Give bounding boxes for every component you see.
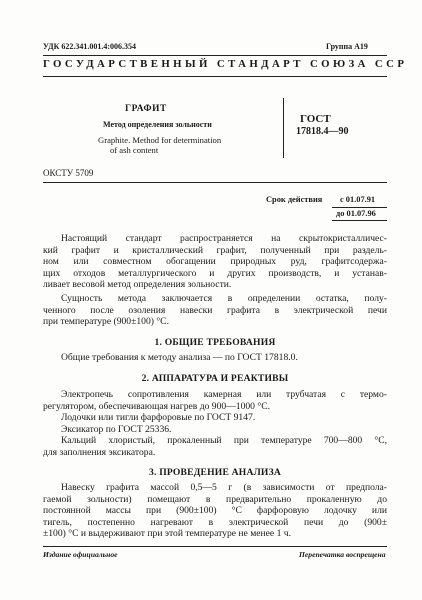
intro-paragraph-2 <box>43 293 387 328</box>
text-line: Кальций хлористый, прокаленный при температуре 700—800 °С, <box>61 435 387 447</box>
text-line: гаемой зольности) помещают в предварительно прокаленную до <box>43 493 387 505</box>
section-2-text <box>43 389 387 459</box>
validity-underline <box>332 207 387 208</box>
gost-number: 17818.4—90 <box>296 126 349 137</box>
footer-rule <box>43 546 387 547</box>
intro-paragraph-1 <box>43 233 387 291</box>
text-line: ±100) °С и выдерживают при этой температуре не менее 1 ч. <box>43 528 291 540</box>
government-title: ГОСУДАРСТВЕННЫЙ СТАНДАРТ СОЮЗА ССР <box>43 58 408 70</box>
title-divider <box>283 98 284 158</box>
section-2-heading: 2. АППАРАТУРА И РЕАКТИВЫ <box>141 373 289 384</box>
text-line: ливает весовой метод определения зольности. <box>43 279 232 291</box>
text-line: Сущность метода заключается в определении остатка, полу- <box>61 293 387 304</box>
text-line: ченного после озоления навески графита в электрической печи <box>43 304 387 316</box>
text-line: Навеску графита массой 0,5—5 г (в зависимости от предпола- <box>61 482 387 493</box>
section-3-text <box>43 482 387 540</box>
text-line: Настоящий стандарт распространяется на скрытокристалличес- <box>61 233 387 244</box>
validity-underline-2 <box>332 220 387 221</box>
text-line: щих отходов металлургического и других производств, и устанав- <box>43 267 387 279</box>
text-line: Лодочки или тигли фарфоровые по ГОСТ 9147. <box>61 412 256 424</box>
text-line: ном или совместном обогащении природных руд, графитсодержа- <box>43 256 387 268</box>
validity-to: до 01.07.96 <box>336 209 376 218</box>
text-line: Общие требования к методу анализа — по ГОСТ 17818.0. <box>61 352 298 363</box>
text-line: кий графит и кристаллический графит, полученный при раздель- <box>43 244 387 256</box>
title-en-line1: Graphite. Method for determination <box>98 135 222 145</box>
udk-code: УДК 622.341.001.4:006.354 <box>43 42 137 51</box>
validity-from: с 01.07.91 <box>340 195 376 204</box>
okstu-code: ОКСТУ 5709 <box>43 168 94 178</box>
validity-label: Срок действия <box>266 195 323 204</box>
text-line: регулятором, обеспечивающая нагрев до 900—1000 °С. <box>43 400 271 412</box>
text-line: Электропечь сопротивления камерная или трубчатая с термо- <box>61 389 387 400</box>
footer-left: Издание официальное <box>43 550 118 559</box>
text-line: Эксикатор по ГОСТ 25336. <box>61 423 172 435</box>
footer-right: Перепечатка воспрещена <box>299 550 386 559</box>
text-line: для заполнения эксикатора. <box>43 446 156 458</box>
section-1-text <box>61 352 387 364</box>
text-line: при температуре (900±100) °С. <box>43 316 169 328</box>
text-line: тигель, постепенно нагревают в электрической печи до (900± <box>43 516 387 528</box>
title-ru: ГРАФИТ <box>125 104 167 114</box>
text-line: постоянной массы при (900±100) °С фарфоровую лодочку или <box>43 505 387 517</box>
section-3-heading: 3. ПРОВЕДЕНИЕ АНАЛИЗА <box>149 467 281 478</box>
bottom-rule <box>43 76 387 77</box>
gost-label: ГОСТ <box>300 113 331 125</box>
group-code: Группа А19 <box>326 42 368 51</box>
subtitle-ru: Метод определения зольности <box>103 120 212 129</box>
okstu-rule <box>43 182 387 183</box>
top-rule <box>43 55 387 56</box>
section-1-heading: 1. ОБЩИЕ ТРЕБОВАНИЯ <box>154 337 276 348</box>
title-en-line2: of ash content <box>110 145 159 155</box>
